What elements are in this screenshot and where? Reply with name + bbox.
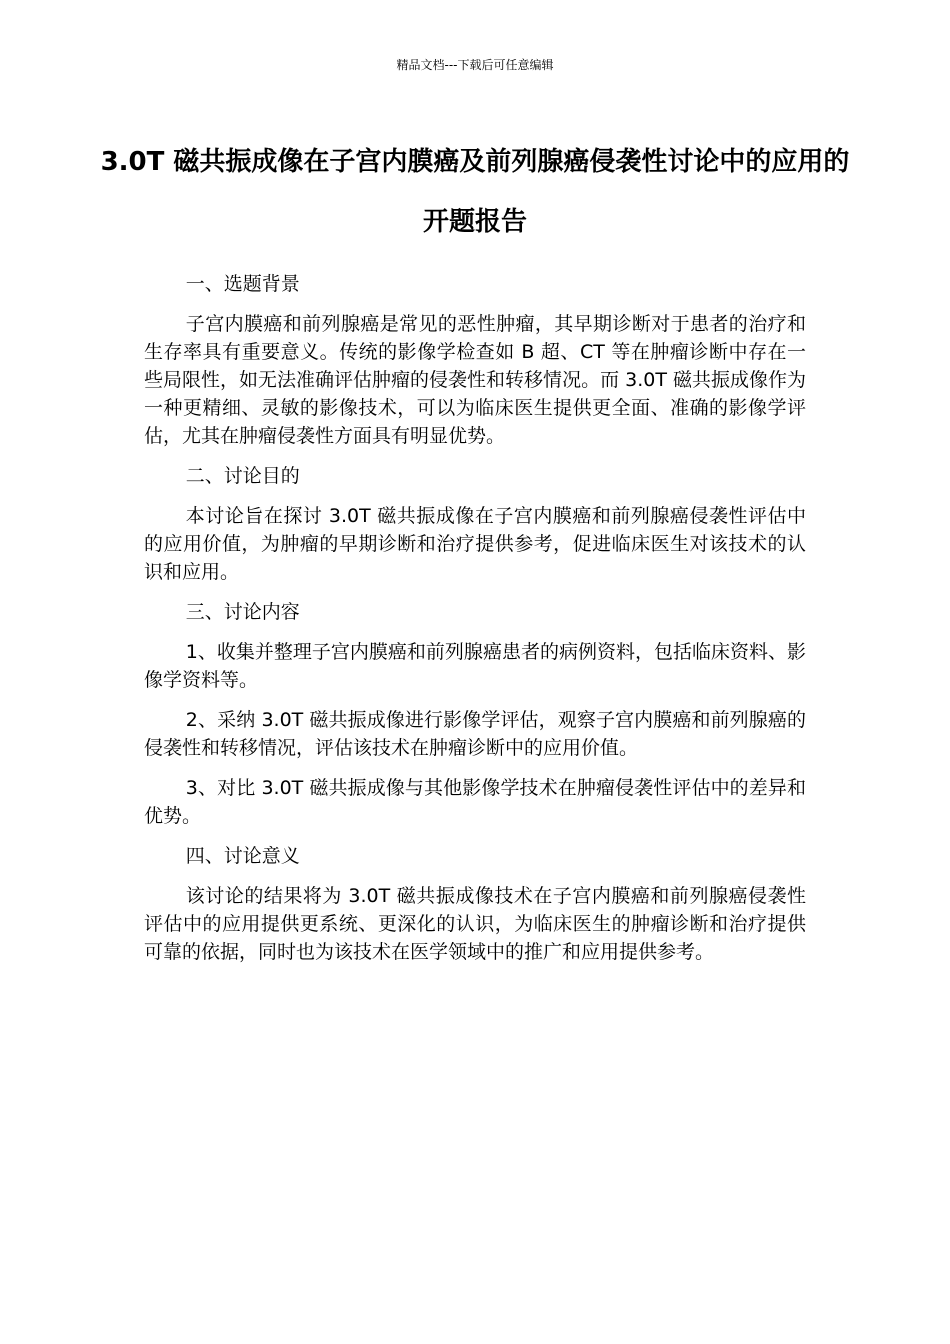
paragraph-background: 子宫内膜癌和前列腺癌是常见的恶性肿瘤，其早期诊断对于患者的治疗和生存率具有重要意义。传统的影像学检查如 B 超、CT 等在肿瘤诊断中存在一些局限性，如无法准确评估肿瘤的侵袭性和转移情况。而 3.0T 磁共振成像作为一种更精细、灵敏的影像技术，可以为临床医生提供更全面、准确的影像学评估，尤其在肿瘤侵袭性方面具有明显优势。: [144, 313, 806, 447]
section-heading-significance: 四、讨论意义: [185, 845, 300, 867]
paragraph-significance: 该讨论的结果将为 3.0T 磁共振成像技术在子宫内膜癌和前列腺癌侵袭性评估中的应用提供更系统、更深化的认识，为临床医生的肿瘤诊断和治疗提供可靠的依据，同时也为该技术在医学领域中的推广和应用提供参考。: [144, 885, 806, 963]
section-heading-background: 一、选题背景: [185, 273, 300, 295]
document-title: 3.0T 磁共振成像在子宫内膜癌及前列腺癌侵袭性讨论中的应用的开题报告: [100, 147, 850, 237]
header-note: 精品文档---下载后可任意编辑: [396, 58, 554, 72]
document-body: [144, 270, 806, 978]
paragraph-content-item-2: 2、采纳 3.0T 磁共振成像进行影像学评估，观察子宫内膜癌和前列腺癌的侵袭性和转移情况，评估该技术在肿瘤诊断中的应用价值。: [144, 709, 806, 759]
section-heading-content: 三、讨论内容: [185, 601, 300, 623]
paragraph-content-item-3: 3、对比 3.0T 磁共振成像与其他影像学技术在肿瘤侵袭性评估中的差异和优势。: [144, 777, 806, 827]
section-heading-purpose: 二、讨论目的: [185, 465, 300, 487]
paragraph-purpose: 本讨论旨在探讨 3.0T 磁共振成像在子宫内膜癌和前列腺癌侵袭性评估中的应用价值，为肿瘤的早期诊断和治疗提供参考，促进临床医生对该技术的认识和应用。: [144, 505, 806, 583]
paragraph-content-item-1: 1、收集并整理子宫内膜癌和前列腺癌患者的病例资料，包括临床资料、影像学资料等。: [144, 641, 806, 691]
